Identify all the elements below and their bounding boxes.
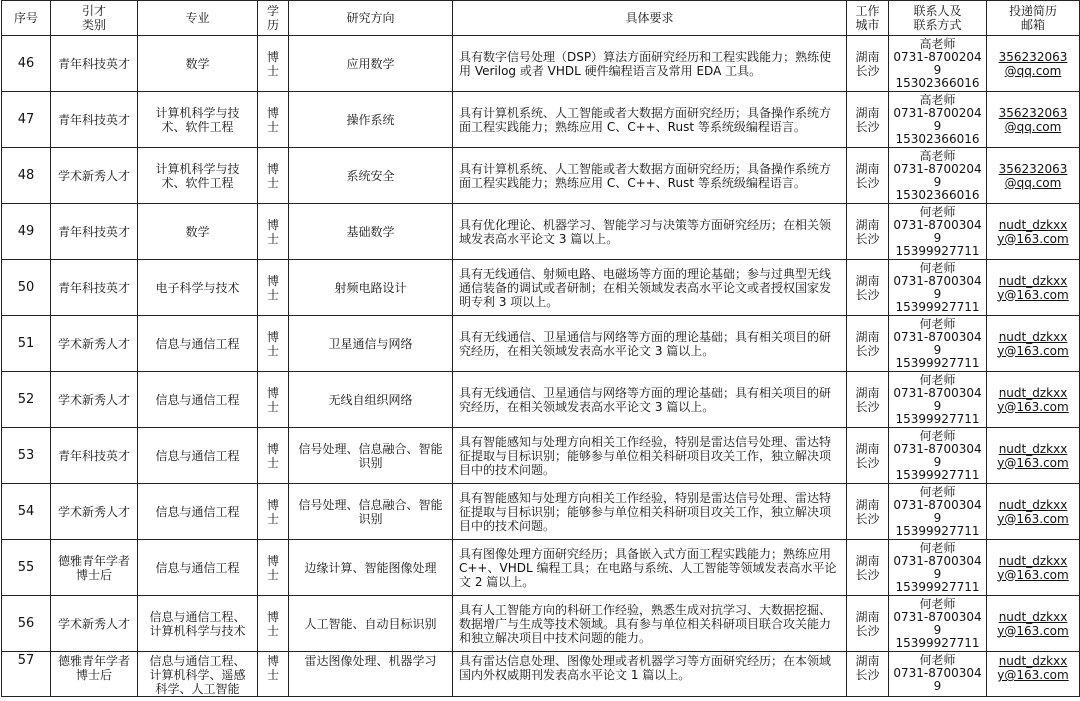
cell-category: 学术新秀人才 xyxy=(51,372,138,428)
cell-no: 53 xyxy=(2,428,51,484)
cell-major: 信息与通信工程 xyxy=(138,540,258,596)
header-email: 投递简历 邮箱 xyxy=(987,1,1080,36)
cell-category: 学术新秀人才 xyxy=(51,596,138,652)
table-row xyxy=(2,540,1080,596)
cell-direction: 信号处理、信息融合、智能 识别 xyxy=(289,484,453,540)
cell-degree: 博 士 xyxy=(258,652,289,697)
cell-email xyxy=(987,596,1080,652)
cell-contact: 何老师 0731-8700304 9 15399927711 xyxy=(889,204,987,260)
email-link[interactable]: nudt_dzkxx y@163.com xyxy=(997,329,1069,358)
header-no: 序号 xyxy=(2,1,51,36)
cell-major: 计算机科学与技 术、软件工程 xyxy=(138,148,258,204)
cell-requirement: 具有无线通信、卫星通信与网络等方面的理论基础；具有相关项目的研究经历，在相关领域发表高水平论文 3 篇以上。 xyxy=(453,316,847,372)
email-link[interactable]: nudt_dzkxx y@163.com xyxy=(997,609,1069,638)
table-row xyxy=(2,204,1080,260)
cell-city: 湖南 长沙 xyxy=(847,484,889,540)
cell-contact: 何老师 0731-8700304 9 15399927711 xyxy=(889,428,987,484)
cell-category: 学术新秀人才 xyxy=(51,484,138,540)
cell-no: 54 xyxy=(2,484,51,540)
table-row xyxy=(2,596,1080,652)
cell-direction: 基础数学 xyxy=(289,204,453,260)
cell-city: 湖南 长沙 xyxy=(847,316,889,372)
cell-major: 信息与通信工程 xyxy=(138,372,258,428)
table-row xyxy=(2,36,1080,92)
cell-email xyxy=(987,148,1080,204)
email-link[interactable]: 356232063 @qq.com xyxy=(998,49,1068,78)
cell-category: 学术新秀人才 xyxy=(51,148,138,204)
recruitment-table xyxy=(1,0,1080,697)
header-major: 专业 xyxy=(138,1,258,36)
cell-degree: 博 士 xyxy=(258,372,289,428)
cell-contact: 何老师 0731-8700304 9 15399927711 xyxy=(889,372,987,428)
cell-degree: 博 士 xyxy=(258,204,289,260)
cell-no: 48 xyxy=(2,148,51,204)
cell-degree: 博 士 xyxy=(258,428,289,484)
cell-no: 56 xyxy=(2,596,51,652)
cell-contact: 何老师 0731-8700304 9 15399927711 xyxy=(889,540,987,596)
cell-no: 51 xyxy=(2,316,51,372)
cell-no: 49 xyxy=(2,204,51,260)
cell-category: 青年科技英才 xyxy=(51,92,138,148)
cell-category: 青年科技英才 xyxy=(51,428,138,484)
cell-city: 湖南 长沙 xyxy=(847,148,889,204)
cell-city: 湖南 长沙 xyxy=(847,428,889,484)
cell-no: 55 xyxy=(2,540,51,596)
cell-category: 德雅青年学者 博士后 xyxy=(51,652,138,697)
cell-email xyxy=(987,260,1080,316)
cell-no: 47 xyxy=(2,92,51,148)
cell-city: 湖南 长沙 xyxy=(847,36,889,92)
cell-direction: 操作系统 xyxy=(289,92,453,148)
header-city: 工作 城市 xyxy=(847,1,889,36)
table-body xyxy=(2,36,1080,697)
cell-city: 湖南 长沙 xyxy=(847,204,889,260)
cell-major: 计算机科学与技 术、软件工程 xyxy=(138,92,258,148)
cell-degree: 博 士 xyxy=(258,540,289,596)
header-direction: 研究方向 xyxy=(289,1,453,36)
cell-category: 青年科技英才 xyxy=(51,36,138,92)
cell-requirement: 具有计算机系统、人工智能或者大数据方面研究经历；具备操作系统方面工程实践能力；熟练应用 C、C++、Rust 等系统级编程语言。 xyxy=(453,148,847,204)
cell-email xyxy=(987,36,1080,92)
email-link[interactable]: nudt_dzkxx y@163.com xyxy=(997,441,1069,470)
email-link[interactable]: nudt_dzkxx y@163.com xyxy=(997,497,1069,526)
cell-direction: 人工智能、自动目标识别 xyxy=(289,596,453,652)
cell-major: 数学 xyxy=(138,36,258,92)
cell-degree: 博 士 xyxy=(258,316,289,372)
email-link[interactable]: 356232063 @qq.com xyxy=(998,105,1068,134)
email-link[interactable]: nudt_dzkxx y@163.com xyxy=(997,654,1069,682)
cell-category: 德雅青年学者 博士后 xyxy=(51,540,138,596)
cell-degree: 博 士 xyxy=(258,36,289,92)
header-degree: 学 历 xyxy=(258,1,289,36)
table-row xyxy=(2,260,1080,316)
email-link[interactable]: nudt_dzkxx y@163.com xyxy=(997,385,1069,414)
cell-city: 湖南 长沙 xyxy=(847,260,889,316)
cell-requirement: 具有数字信号处理（DSP）算法方面研究经历和工程实践能力；熟练使用 Verilog 或者 VHDL 硬件编程语言及常用 EDA 工具。 xyxy=(453,36,847,92)
cell-no: 52 xyxy=(2,372,51,428)
cell-major: 电子科学与技术 xyxy=(138,260,258,316)
cell-major: 数学 xyxy=(138,204,258,260)
cell-direction: 卫星通信与网络 xyxy=(289,316,453,372)
cell-requirement: 具有雷达信息处理、图像处理或者机器学习等方面研究经历；在本领域国内外权威期刊发表高水平论文 1 篇以上。 xyxy=(453,652,847,697)
email-link[interactable]: 356232063 @qq.com xyxy=(998,161,1068,190)
cell-degree: 博 士 xyxy=(258,260,289,316)
cell-city: 湖南 长沙 xyxy=(847,596,889,652)
cell-category: 学术新秀人才 xyxy=(51,316,138,372)
cell-email xyxy=(987,316,1080,372)
cell-contact: 高老师 0731-8700204 9 15302366016 xyxy=(889,148,987,204)
cell-city: 湖南 长沙 xyxy=(847,92,889,148)
header-requirement: 具体要求 xyxy=(453,1,847,36)
cell-no: 57 xyxy=(2,652,51,697)
cell-email xyxy=(987,428,1080,484)
header-category: 引才 类别 xyxy=(51,1,138,36)
cell-city: 湖南 长沙 xyxy=(847,540,889,596)
cell-degree: 博 士 xyxy=(258,484,289,540)
cell-major: 信息与通信工程 xyxy=(138,428,258,484)
cell-degree: 博 士 xyxy=(258,148,289,204)
cell-major: 信息与通信工程 xyxy=(138,316,258,372)
cell-requirement: 具有图像处理方面研究经历；具备嵌入式方面工程实践能力；熟练应用 C++、VHDL 编程工具；在电路与系统、人工智能等领域发表高水平论文 2 篇以上。 xyxy=(453,540,847,596)
table-row xyxy=(2,372,1080,428)
table-row xyxy=(2,428,1080,484)
cell-direction: 雷达图像处理、机器学习 xyxy=(289,652,453,697)
cell-requirement: 具有人工智能方向的科研工作经验，熟悉生成对抗学习、大数据挖掘、数据增广与生成等技术领域。具有参与单位相关科研项目联合攻关能力和独立解决项目中技术问题的能力。 xyxy=(453,596,847,652)
cell-city: 湖南 长沙 xyxy=(847,652,889,697)
cell-contact: 何老师 0731-8700304 9 15399927711 xyxy=(889,484,987,540)
cell-degree: 博 士 xyxy=(258,92,289,148)
cell-requirement: 具有智能感知与处理方向相关工作经验，特别是雷达信号处理、雷达特征提取与目标识别；能够参与单位相关科研项目攻关工作，独立解决项目中的技术问题。 xyxy=(453,484,847,540)
cell-requirement: 具有无线通信、卫星通信与网络等方面的理论基础；具有相关项目的研究经历，在相关领域发表高水平论文 3 篇以上。 xyxy=(453,372,847,428)
cell-email xyxy=(987,484,1080,540)
table-row xyxy=(2,484,1080,540)
table-row xyxy=(2,652,1080,697)
cell-degree: 博 士 xyxy=(258,596,289,652)
cell-major: 信息与通信工程 xyxy=(138,484,258,540)
cell-direction: 系统安全 xyxy=(289,148,453,204)
cell-no: 50 xyxy=(2,260,51,316)
cell-requirement: 具有无线通信、射频电路、电磁场等方面的理论基础；参与过典型无线通信装备的调试或者研制；在相关领域发表高水平论文或者授权国家发明专利 3 项以上。 xyxy=(453,260,847,316)
cell-direction: 无线自组织网络 xyxy=(289,372,453,428)
header-contact: 联系人及 联系方式 xyxy=(889,1,987,36)
cell-direction: 射频电路设计 xyxy=(289,260,453,316)
cell-contact: 何老师 0731-8700304 9 15399927711 xyxy=(889,596,987,652)
table-row xyxy=(2,148,1080,204)
table-row xyxy=(2,316,1080,372)
cell-contact: 高老师 0731-8700204 9 15302366016 xyxy=(889,92,987,148)
cell-direction: 边缘计算、智能图像处理 xyxy=(289,540,453,596)
cell-contact: 何老师 0731-8700304 9 15399927711 xyxy=(889,316,987,372)
cell-city: 湖南 长沙 xyxy=(847,372,889,428)
cell-contact: 高老师 0731-8700204 9 15302366016 xyxy=(889,36,987,92)
cell-requirement: 具有智能感知与处理方向相关工作经验，特别是雷达信号处理、雷达特征提取与目标识别；能够参与单位相关科研项目攻关工作，独立解决项目中的技术问题。 xyxy=(453,428,847,484)
table-row xyxy=(2,92,1080,148)
cell-major: 信息与通信工程、 计算机科学、遥感 科学、人工智能 xyxy=(138,652,258,697)
cell-category: 青年科技英才 xyxy=(51,260,138,316)
cell-email xyxy=(987,372,1080,428)
cell-contact: 何老师 0731-8700304 9 xyxy=(889,652,987,697)
cell-email xyxy=(987,540,1080,596)
cell-direction: 应用数学 xyxy=(289,36,453,92)
cell-email xyxy=(987,204,1080,260)
cell-email xyxy=(987,652,1080,697)
cell-direction: 信号处理、信息融合、智能 识别 xyxy=(289,428,453,484)
cell-category: 青年科技英才 xyxy=(51,204,138,260)
cell-requirement: 具有计算机系统、人工智能或者大数据方面研究经历；具备操作系统方面工程实践能力；熟练应用 C、C++、Rust 等系统级编程语言。 xyxy=(453,92,847,148)
email-link[interactable]: nudt_dzkxx y@163.com xyxy=(997,217,1069,246)
cell-contact: 何老师 0731-8700304 9 15399927711 xyxy=(889,260,987,316)
email-link[interactable]: nudt_dzkxx y@163.com xyxy=(997,273,1069,302)
cell-no: 46 xyxy=(2,36,51,92)
cell-email xyxy=(987,92,1080,148)
cell-requirement: 具有优化理论、机器学习、智能学习与决策等方面研究经历；在相关领域发表高水平论文 3 篇以上。 xyxy=(453,204,847,260)
email-link[interactable]: nudt_dzkxx y@163.com xyxy=(997,553,1069,582)
table-header-row xyxy=(2,1,1080,36)
cell-major: 信息与通信工程、 计算机科学与技术 xyxy=(138,596,258,652)
